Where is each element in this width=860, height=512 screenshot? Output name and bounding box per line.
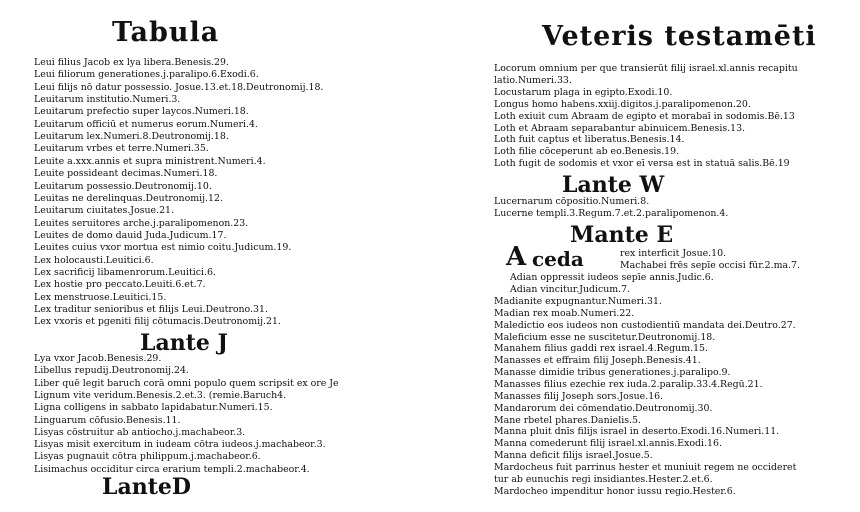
index-entry: Lisyas misit exercitum in iudeam cōtra iudeos.j.machabeor.3.	[34, 439, 326, 451]
index-entry: Madianite expugnantur.Numeri.31.	[494, 296, 662, 307]
index-entry: Linguarum cōfusio.Benesis.11.	[34, 414, 181, 426]
section-heading-m: LanteD	[102, 474, 191, 500]
index-entry: Maleficium esse ne suscitetur.Deutronomij.18.	[494, 331, 716, 343]
index-entry: Leui filijs nō datur possessio. Josue.13.et.18.Deutronomij.18.	[34, 81, 324, 93]
drop-cap-a: A	[506, 242, 527, 272]
index-entry: Lex hostie pro peccato.Leuiti.6.et.7.	[34, 279, 206, 291]
index-entry: Loth et Abraam separabantur abinuicem.Benesis.13.	[494, 122, 746, 134]
index-entry: Leuitarum officiū et numerus eorum.Numeri.4.	[34, 118, 258, 130]
index-entry: Locorum omnium per que transierūt filij israel.xl.annis recapitu	[494, 63, 798, 74]
index-entry: Lignum vite veridum.Benesis.2.et.3. (remie.Baruch4.	[34, 389, 287, 401]
index-entry: Machabei frēs sepīe occisi fūr.2.ma.7.	[620, 260, 800, 271]
index-entry: Manna deficit filijs israel.Josue.5.	[494, 450, 653, 462]
index-entry: Locustarum plaga in egipto.Exodi.10.	[494, 86, 673, 98]
index-entry: Mane rbetel phares.Danielis.5.	[494, 414, 641, 426]
page-heading-left: Tabula	[112, 17, 220, 48]
index-entry: Lucerne templi.3.Regum.7.et.2.paralipomenon.4.	[494, 208, 729, 220]
index-entry: Manasses filius ezechie rex iuda.2.paralip.33.4.Regū.21.	[494, 378, 763, 390]
index-entry: rex interficit Josue.10.	[620, 248, 727, 259]
index-entry: Lya vxor Jacob.Benesis.29.	[34, 353, 162, 364]
index-entry: Lisimachus occiditur circa erarium templi.2.machabeor.4.	[34, 463, 310, 475]
index-entry: Leuitarum institutio.Numeri.3.	[34, 94, 181, 106]
index-entry: Longus homo habens.xxiij.digitos.j.paralipomenon.20.	[494, 98, 751, 110]
index-entry: Leuitarum lex.Numeri.8.Deutronomij.18.	[34, 131, 229, 143]
index-entry: Lex menstruose.Leuitici.15.	[34, 291, 167, 303]
index-entry: Leuitarum prefectio super laycos.Numeri.18.	[34, 106, 249, 118]
index-entry: Mandarorum dei cōmendatio.Deutronomij.30.	[494, 402, 713, 414]
index-entry: latio.Numeri.33.	[494, 74, 572, 86]
section-heading-ceda: ceda	[532, 247, 584, 271]
index-entry: Leuite possideant decimas.Numeri.18.	[34, 168, 218, 180]
index-entry: Mardocheo impenditur honor iussu regio.Hester.6.	[494, 485, 736, 497]
section-heading-lu: Lante W	[562, 172, 665, 198]
index-entry: Maledictio eos iudeos non custodientiū mandata dei.Deutro.27.	[494, 319, 796, 331]
index-entry: Libellus repudij.Deutronomij.24.	[34, 365, 189, 377]
index-entry: Lucernarum cōpositio.Numeri.8.	[494, 196, 650, 207]
index-entry: Manasse dimidie tribus generationes.j.paralipo.9.	[494, 367, 731, 379]
index-entry: Liber quē legit baruch corā omni populo quem scripsit ex ore Je	[34, 377, 339, 389]
index-entry: Leui filiorum generationes.j.paralipo.6.Exodi.6.	[34, 69, 259, 81]
index-entry: Ligna colligens in sabbato lapidabatur.Numeri.15.	[34, 402, 273, 414]
index-entry: Lex traditur senioribus et filijs Leui.Deutrono.31.	[34, 304, 268, 315]
index-entry: Leuites seruitores arche.j.paralipomenon.23.	[34, 217, 249, 229]
index-entry: Leuitarum vrbes et terre.Numeri.35.	[34, 143, 209, 155]
index-entry: Loth exiuit cum Abraam de egipto et morabaī in sodomis.Bē.13	[494, 110, 795, 122]
index-entry: Mardocheus fuit parrinus hester et muniuit regem ne occideret	[494, 461, 797, 473]
index-entry: Loth filie cōceperunt ab eo.Benesis.19.	[494, 146, 680, 158]
index-entry: Manahem filius gaddi rex israel.4.Regum.15.	[494, 343, 708, 355]
page-heading-right: Veteris testamēti	[542, 21, 817, 52]
index-entry: Lisyas cōstruitur ab antiocho.j.machabeor.3.	[34, 426, 246, 438]
index-entry: Adian oppressit iudeos sepīe annis.Judic.6.	[510, 272, 714, 283]
index-entry: Manna pluit dnīs filijs israel in deserto.Exodi.16.Numeri.11.	[494, 426, 780, 438]
index-entry: Loth fugit de sodomis et vxor eī versa est in statuā salis.Bē.19	[494, 158, 790, 170]
index-entry: Lex sacrificij libamenrorum.Leuitici.6.	[34, 266, 216, 278]
index-entry: Leui filius Jacob ex lya libera.Benesis.29.	[34, 57, 229, 68]
index-entry: Adian vincitur.Judicum.7.	[510, 284, 631, 295]
index-entry: tur ab eunuchis regi insidiantes.Hester.2.et.6.	[494, 473, 713, 485]
index-entry: Leuitas ne derelinquas.Deutronomij.12.	[34, 192, 223, 204]
index-entry: Lex holocausti.Leuitici.6.	[34, 254, 154, 266]
index-entry: Manasses et effraim filij Joseph.Benesis.41.	[494, 355, 701, 367]
index-entry: Manna comederunt filij israel.xl.annis.Exodi.16.	[494, 438, 722, 450]
index-entry: Lex vxoris et pgeniti filij cōtumacis.Deutronomij.21.	[34, 316, 281, 328]
index-entry: Manasses filij Joseph sors.Josue.16.	[494, 390, 664, 402]
index-entry: Loth fuit captus et liberatus.Benesis.14.	[494, 134, 685, 146]
section-heading-l: Lante J	[140, 330, 228, 356]
index-entry: Madian rex moab.Numeri.22.	[494, 307, 635, 319]
index-entry: Leuitarum possessio.Deutronomij.10.	[34, 180, 212, 192]
index-entry: Lisyas pugnauit cōtra philippum.j.machabeor.6.	[34, 451, 261, 463]
index-entry: Leuites de domo dauid Juda.Judicum.17.	[34, 229, 227, 241]
index-entry: Leuitarum ciuitates.Josue.21.	[34, 205, 174, 217]
section-heading-ma: Mante E	[570, 222, 674, 248]
index-entry: Leuite a.xxx.annis et supra ministrent.Numeri.4.	[34, 155, 266, 167]
index-entry: Leuites cuius vxor mortua est nimio coitu.Judicum.19.	[34, 242, 292, 254]
